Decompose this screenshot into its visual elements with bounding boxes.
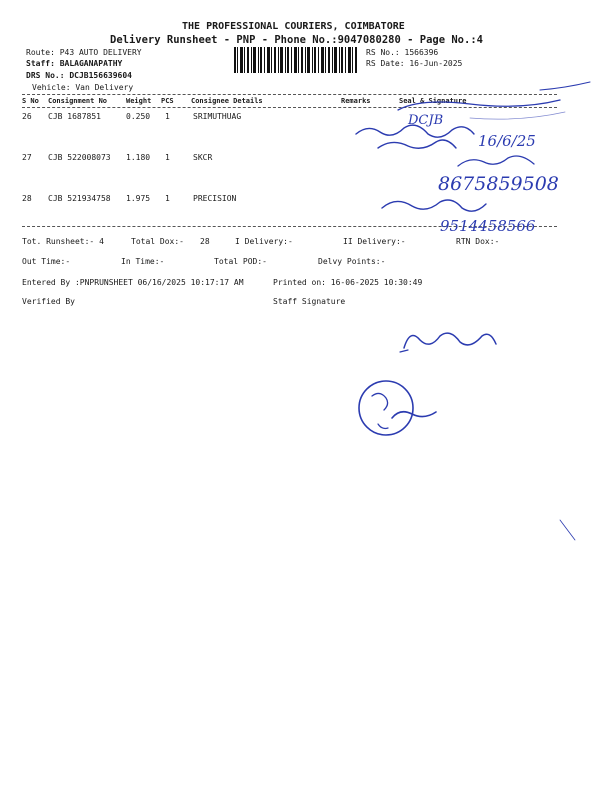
seal-stamp-top — [398, 82, 590, 128]
runsheet-title: Delivery Runsheet - PNP - Phone No.:9047080280 - Page No.:4 — [110, 34, 483, 46]
rs-number: RS No.: 1566396 — [366, 48, 439, 57]
seal-initials: DCJB — [408, 113, 444, 128]
col-sno: S No — [22, 97, 39, 105]
handwritten-phone-1: 8675859508 — [438, 173, 559, 195]
entered-by: Entered By :PNPRUNSHEET 06/16/2025 10:17:17 AM — [22, 278, 244, 287]
handwritten-phone-2: 9514458566 — [440, 217, 536, 235]
drs-number: DRS No.: DCJB156639604 — [26, 71, 132, 80]
row-28-sno: 28 — [22, 194, 32, 203]
handwritten-date: 16/6/25 — [478, 132, 536, 150]
staff: Staff: BALAGANAPATHY — [26, 59, 123, 68]
rs-date: RS Date: 16-Jun-2025 — [366, 59, 463, 68]
col-pcs: PCS — [161, 97, 174, 105]
col-remarks: Remarks — [341, 97, 371, 105]
in-time: In Time:- — [121, 257, 165, 266]
signature-scribble — [382, 200, 486, 211]
col-weight: Weight — [126, 97, 152, 105]
row-26-consignment: CJB 1687851 — [48, 112, 101, 121]
total-dox-label: Total Dox:- — [131, 237, 184, 246]
route: Route: P43 AUTO DELIVERY — [26, 48, 142, 57]
row-27-consignee: SKCR — [193, 153, 213, 162]
round-stamp — [359, 381, 436, 435]
row-26-weight: 0.250 — [126, 112, 151, 121]
rtn-dox: RTN Dox:- — [456, 237, 500, 246]
total-pod: Total POD:- — [214, 257, 267, 266]
company-name: THE PROFESSIONAL COURIERS, COIMBATORE — [182, 21, 405, 32]
total-dox-value: 28 — [200, 237, 210, 246]
staff-signature-label: Staff Signature — [273, 297, 346, 306]
out-time: Out Time:- — [22, 257, 71, 266]
row-27-sno: 27 — [22, 153, 32, 162]
row-27-weight: 1.180 — [126, 153, 151, 162]
signature-scribble — [458, 156, 534, 166]
col-consignment: Consignment No — [48, 97, 108, 105]
ii-delivery: II Delivery:- — [343, 237, 406, 246]
delvy-points: Delvy Points:- — [318, 257, 386, 266]
i-delivery: I Delivery:- — [235, 237, 293, 246]
row-26-sno: 26 — [22, 112, 32, 121]
vehicle: Vehicle: Van Delivery — [32, 83, 134, 92]
col-seal-signature: Seal & Signature — [399, 97, 467, 105]
signature-scribble — [378, 140, 456, 148]
row-28-weight: 1.975 — [126, 194, 151, 203]
staff-signature — [404, 333, 496, 348]
row-27-pcs: 1 — [165, 153, 170, 162]
tot-runsheet: Tot. Runsheet:- 4 — [22, 237, 104, 246]
row-28-consignee: PRECISION — [193, 194, 237, 203]
row-28-pcs: 1 — [165, 194, 170, 203]
staff-signature — [400, 350, 408, 352]
row-26-pcs: 1 — [165, 112, 170, 121]
row-26-consignee: SRIMUTHUAG — [193, 112, 242, 121]
printed-on: Printed on: 16-06-2025 10:30:49 — [273, 278, 423, 287]
row-27-consignment: CJB 522008073 — [48, 153, 111, 162]
row-28-consignment: CJB 521934758 — [48, 194, 111, 203]
verified-by: Verified By — [22, 297, 75, 306]
edge-mark — [560, 520, 575, 540]
col-consignee: Consignee Details — [191, 97, 263, 105]
